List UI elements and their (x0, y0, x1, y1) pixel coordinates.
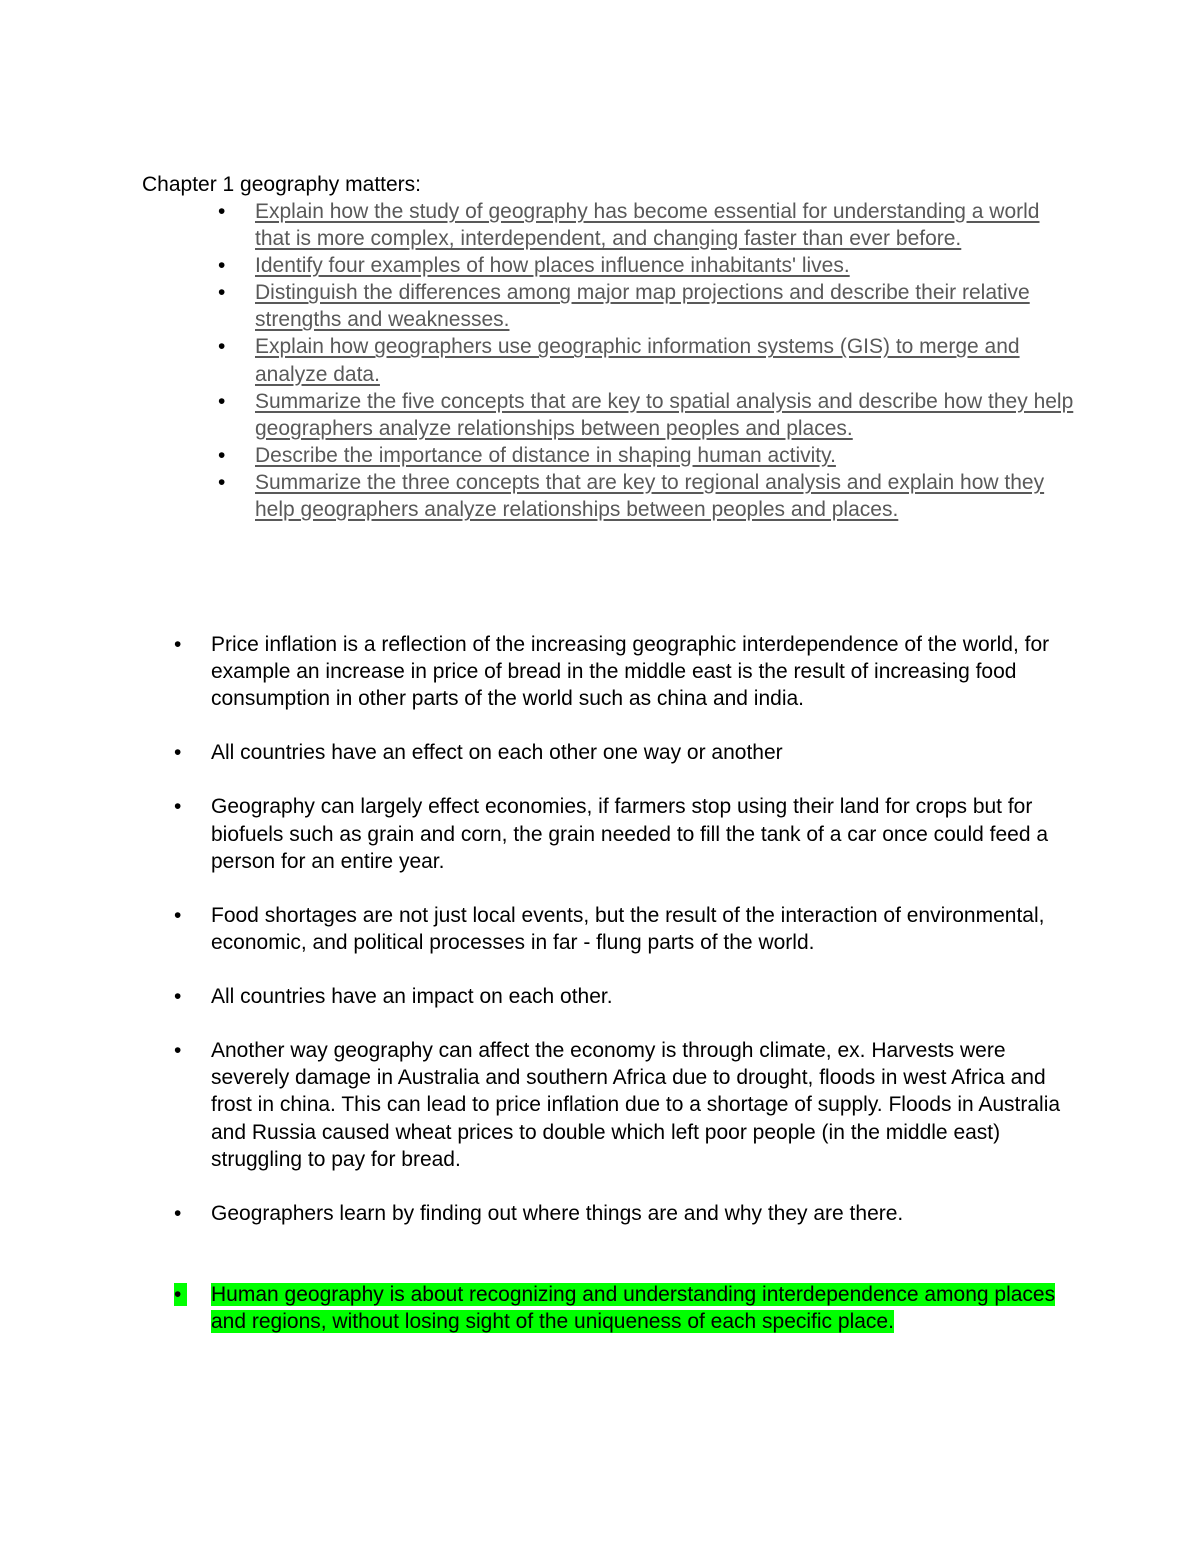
bullet-icon: • (218, 281, 226, 305)
note-text: Price inflation is a reflection of the increasing geographic interdependence of the world, for example an increase in price of bread in the middle east is the result of increasing food consumption in other parts of the world such as china and india. (211, 633, 1050, 711)
note-text: All countries have an effect on each other one way or another (211, 741, 783, 765)
bullet-icon: • (174, 795, 182, 819)
notes-list (174, 631, 1074, 1254)
objective-link[interactable]: Describe the importance of distance in shaping human activity. (255, 443, 836, 467)
highlighted-note-text: Human geography is about recognizing and understanding interdependence among places and regions, without losing sight of the uniqueness of each specific place. (211, 1283, 1056, 1334)
list-item (174, 902, 1074, 956)
bullet-icon: • (174, 633, 182, 656)
list-item (174, 1200, 1074, 1227)
bullet-icon: • (218, 443, 226, 467)
list-item (218, 198, 1078, 252)
note-text: All countries have an impact on each other. (211, 985, 613, 1009)
objective-link[interactable]: Explain how geographers use geographic information systems (GIS) to merge and analyze data. (255, 335, 1020, 386)
bullet-icon (174, 1281, 211, 1308)
list-item (218, 388, 1078, 442)
bullet-icon: • (174, 741, 182, 765)
note-text: Geographers learn by finding out where things are and why they are there. (211, 1201, 904, 1225)
list-item (174, 1281, 1074, 1335)
highlighted-notes-list (174, 1281, 1074, 1335)
list-item (174, 1037, 1074, 1173)
objective-link[interactable]: Summarize the five concepts that are key to spatial analysis and describe how they help geographers analyze relationships between peoples and places. (255, 389, 1074, 440)
chapter-title: Chapter 1 geography matters: (142, 173, 421, 196)
list-item (218, 252, 1078, 279)
bullet-icon: • (218, 470, 226, 494)
bullet-icon: • (174, 985, 182, 1009)
learning-objectives-list (218, 198, 1078, 523)
list-item (174, 739, 1074, 766)
list-item (174, 983, 1074, 1010)
list-item (174, 631, 1074, 713)
list-item (218, 279, 1078, 333)
note-text: Another way geography can affect the economy is through climate, ex. Harvests were severely damage in Australia and southern Africa due to drought, floods in west Africa and frost in china. This can lead to price inflation due to a shortage of supply. Floods in Australia and Russia caused wheat prices to double which left poor people (in the middle east) struggling to pay for bread. (211, 1039, 1061, 1171)
bullet-icon: • (218, 254, 226, 278)
bullet-icon: • (218, 389, 226, 413)
bullet-icon: • (218, 200, 226, 223)
bullet-icon: • (174, 1039, 182, 1063)
note-text: Food shortages are not just local events, but the result of the interaction of environmental, economic, and political processes in far - flung parts of the world. (211, 903, 1045, 955)
objective-link[interactable]: Explain how the study of geography has become essential for understanding a world that is more complex, interdependent, and changing faster than ever before. (255, 200, 1040, 251)
note-text: Geography can largely effect economies, if farmers stop using their land for crops but for biofuels such as grain and corn, the grain needed to fill the tank of a car once could feed a person for an entire year. (211, 795, 1049, 873)
bullet-icon: • (174, 903, 182, 927)
bullet-icon: • (218, 335, 226, 359)
list-item (218, 442, 1078, 469)
objective-link[interactable]: Summarize the three concepts that are key to regional analysis and explain how they help geographers analyze relationships between peoples and places. (255, 470, 1045, 522)
objective-link[interactable]: Distinguish the differences among major map projections and describe their relative strengths and weaknesses. (255, 281, 1030, 332)
list-item (174, 793, 1074, 875)
bullet-icon: • (174, 1201, 182, 1225)
list-item (218, 469, 1078, 523)
list-item (218, 333, 1078, 387)
objective-link[interactable]: Identify four examples of how places influence inhabitants' lives. (255, 254, 850, 278)
bullet-highlight: • (174, 1283, 187, 1306)
